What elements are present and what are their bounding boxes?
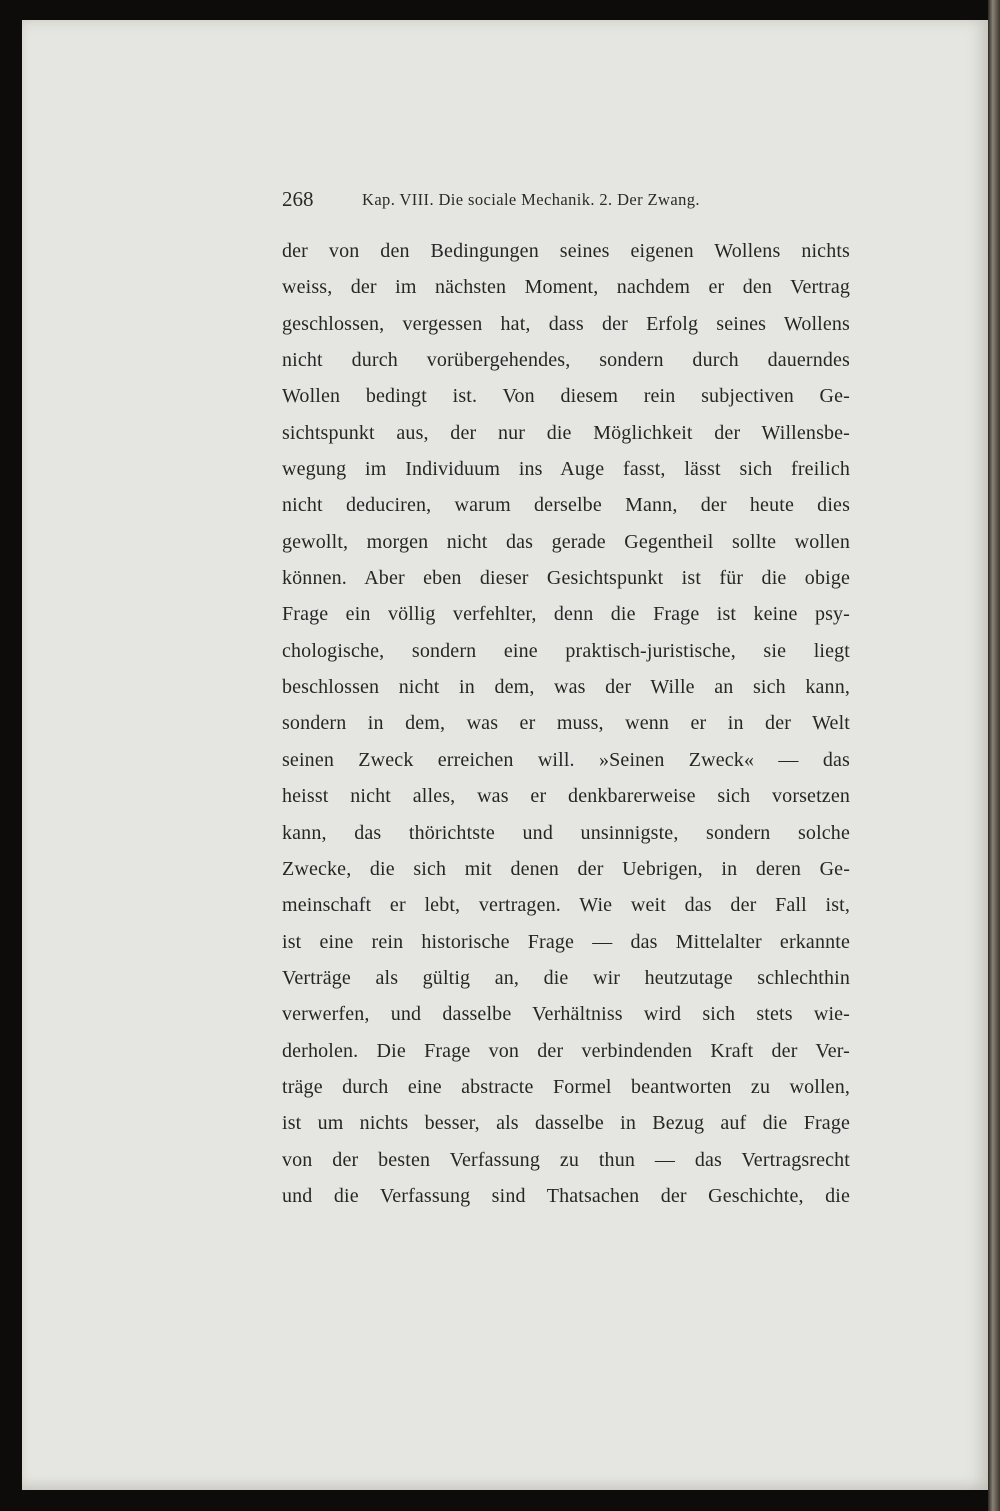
text-line: nicht deduciren, warum derselbe Mann, der heute dies xyxy=(282,494,850,517)
running-head xyxy=(282,186,852,212)
text-line: gewollt, morgen nicht das gerade Gegentheil sollte wollen xyxy=(282,530,850,553)
text-line: der von den Bedingungen seines eigenen Wollens nichts xyxy=(282,240,850,262)
book-edge xyxy=(988,0,1000,1511)
text-line: von der besten Verfassung zu thun — das Vertragsrecht xyxy=(282,1148,850,1171)
text-line: Verträge als gültig an, die wir heutzutage schlechthin xyxy=(282,966,850,989)
text-line: Zwecke, die sich mit denen der Uebrigen, in deren Ge- xyxy=(282,857,850,880)
body-text xyxy=(282,233,850,1214)
text-line: ist eine rein historische Frage — das Mittelalter erkannte xyxy=(282,930,850,953)
text-line: chologische, sondern eine praktisch-juristische, sie liegt xyxy=(282,639,850,662)
chapter-heading: Kap. VIII. Die sociale Mechanik. 2. Der Zwang. xyxy=(362,190,700,209)
text-line: meinschaft er lebt, vertragen. Wie weit das der Fall ist, xyxy=(282,894,850,917)
text-line: verwerfen, und dasselbe Verhältniss wird sich stets wie- xyxy=(282,1003,850,1026)
text-line: sondern in dem, was er muss, wenn er in der Welt xyxy=(282,712,850,735)
text-line: weiss, der im nächsten Moment, nachdem er den Vertrag xyxy=(282,276,850,299)
text-line: können. Aber eben dieser Gesichtspunkt ist für die obige xyxy=(282,567,850,590)
text-line: Frage ein völlig verfehlter, denn die Frage ist keine psy- xyxy=(282,603,850,626)
text-line: beschlossen nicht in dem, was der Wille an sich kann, xyxy=(282,676,850,699)
page-number: 268 xyxy=(282,187,314,211)
text-line: und die Verfassung sind Thatsachen der Geschichte, die xyxy=(282,1184,850,1207)
text-line: wegung im Individuum ins Auge fasst, lässt sich freilich xyxy=(282,458,850,481)
text-line: seinen Zweck erreichen will. »Seinen Zweck« — das xyxy=(282,748,850,771)
text-line: kann, das thörichtste und unsinnigste, sondern solche xyxy=(282,821,850,844)
text-line: sichtspunkt aus, der nur die Möglichkeit der Willensbe- xyxy=(282,421,850,444)
text-line: heisst nicht alles, was er denkbarerweise sich vorsetzen xyxy=(282,785,850,808)
text-line: nicht durch vorübergehendes, sondern durch dauerndes xyxy=(282,349,850,372)
text-line: Wollen bedingt ist. Von diesem rein subjectiven Ge- xyxy=(282,385,850,408)
text-line: derholen. Die Frage von der verbindenden Kraft der Ver- xyxy=(282,1039,850,1062)
text-line: ist um nichts besser, als dasselbe in Bezug auf die Frage xyxy=(282,1112,850,1135)
text-line: geschlossen, vergessen hat, dass der Erfolg seines Wollens xyxy=(282,312,850,335)
text-line: träge durch eine abstracte Formel beantworten zu wollen, xyxy=(282,1075,850,1098)
